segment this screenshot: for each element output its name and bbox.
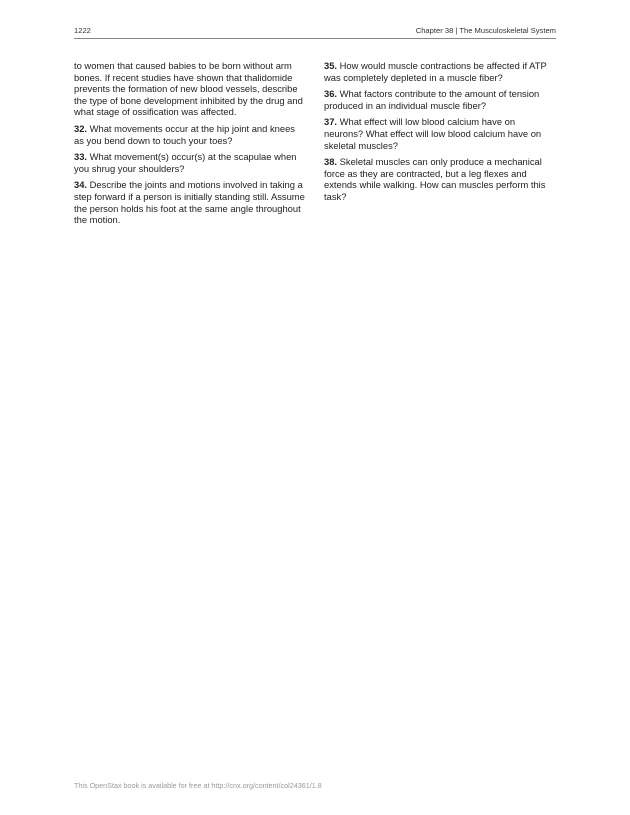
question-number: 35.: [324, 60, 338, 71]
question-34: [74, 179, 306, 225]
question-32: [74, 123, 306, 146]
question-37: [324, 116, 556, 151]
page-footer: This OpenStax book is available for free at http://cnx.org/content/col24361/1.8: [74, 781, 322, 790]
question-number: 37.: [324, 116, 338, 128]
question-number: 34.: [74, 179, 88, 191]
page-number: 1222: [74, 26, 91, 35]
question-text: What movements occur at the hip joint and knees as you bend down to touch your toes?: [74, 122, 295, 146]
question-number: 32.: [74, 122, 88, 134]
page-header: [74, 24, 556, 39]
running-head: Chapter 38 | The Musculoskeletal System: [415, 26, 556, 35]
question-text: Skeletal muscles can only produce a mechanical force as they are contracted, but a leg flexes and extends while walking. How can muscles perform this task?: [324, 156, 546, 202]
question-text: Describe the joints and motions involved in taking a step forward if a person is initially standing still. Assume the person holds his foot at the same angle throughout the motion.: [74, 179, 305, 226]
question-text: What effect will low blood calcium have on neurons? What effect will low blood calcium have on skeletal muscles?: [324, 116, 542, 151]
left-column: [74, 60, 306, 231]
question-number: 38.: [324, 156, 338, 168]
question-text: What movement(s) occur(s) at the scapulae when you shrug your shoulders?: [74, 151, 297, 174]
question-text: How would muscle contractions be affected if ATP was completely depleted in a muscle fiber?: [324, 60, 547, 83]
question-33: [74, 151, 306, 174]
question-text: What factors contribute to the amount of tension produced in an individual muscle fiber?: [324, 88, 540, 111]
question-36: [324, 88, 556, 111]
continued-paragraph: to women that caused babies to be born without arm bones. If recent studies have shown that thalidomide prevents the formation of new blood vessels, describe the type of bone development inhibited by the drug and what stage of ossification was affected.: [74, 60, 303, 118]
question-number: 33.: [74, 151, 88, 163]
question-35: [324, 60, 556, 83]
right-column: [324, 60, 556, 208]
question-number: 36.: [324, 88, 338, 100]
question-38: [324, 156, 556, 202]
